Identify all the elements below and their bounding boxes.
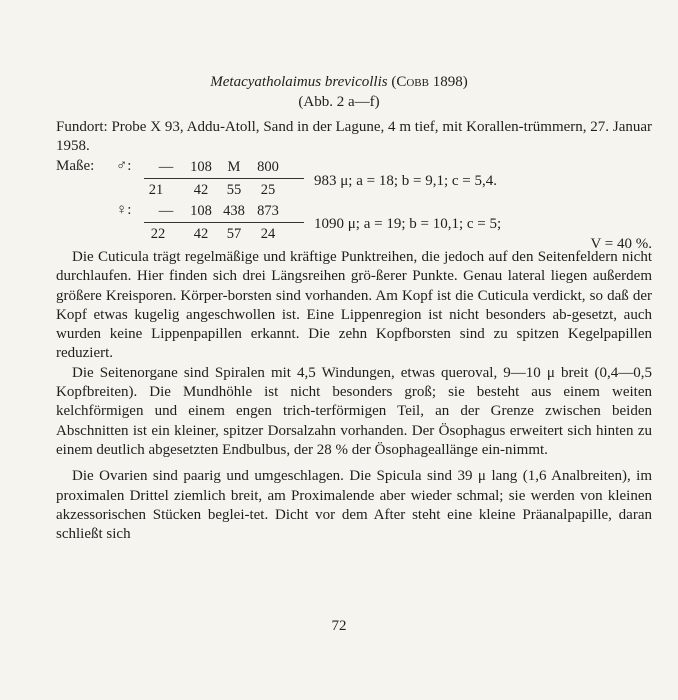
measures-label: Maße: — [56, 158, 95, 174]
paragraph-ovarien: Die Ovarien sind paarig und umgeschlagen. Die Spicula sind 39 μ lang (1,6 Analbreiten), im proximalen Drittel ziemlich breit, am Proximalende aber wieder schmal; sie werden von kleinen akzessorischen Stücken beglei-tet. Dicht vor dem After steht eine kleine Präanalpapille, daran schließt sich — [56, 468, 652, 543]
male-bottom-3: 55 — [226, 182, 242, 198]
locality-paragraph: Fundort: Probe X 93, Addu-Atoll, Sand in der Lagune, 4 m tief, mit Korallen-trümmern, 27. Januar 1958. — [56, 119, 652, 154]
species-author: (Cobb 1898) — [391, 74, 468, 90]
figure-reference: (Abb. 2 a—f) — [298, 94, 380, 110]
male-symbol: ♂: — [116, 158, 132, 174]
female-bottom-1: 22 — [150, 226, 166, 242]
female-bottom-3: 57 — [226, 226, 242, 242]
male-bottom-1: 21 — [148, 182, 164, 198]
male-top-4: 800 — [257, 159, 279, 175]
male-result: 983 μ; a = 18; b = 9,1; c = 5,4. — [314, 173, 497, 189]
species-title — [0, 73, 678, 91]
paragraph-cuticula: Die Cuticula trägt regelmäßige und kräftige Punktreihen, die jedoch auf den Seitenfeldern nicht durchlaufen. Hier finden sich drei Längsreihen grö-ßerer Punkte. Genau lateral liegen außerdem größere Kreisporen. Körper-borsten sind vorhanden. Am Kopf ist die Cuticula verdickt, so daß der Kopf etwas kugelig angeschwollen ist. Eine Lippenregion ist nicht besonders ab-gesetzt, auch wurden keine Lippenpapillen erkannt. Die zehn Kopfborsten sind zu spitzen Kegelpapillen reduziert. — [56, 249, 652, 362]
male-bottom-2: 42 — [193, 182, 209, 198]
male-top-1: — — [158, 159, 174, 175]
female-result: 1090 μ; a = 19; b = 10,1; c = 5; — [314, 216, 502, 232]
female-fraction-line — [144, 222, 304, 223]
female-top-2: 108 — [190, 203, 212, 219]
male-bottom-4: 25 — [260, 182, 276, 198]
female-top-1: — — [158, 203, 174, 219]
female-result-v: V = 40 %. — [590, 236, 652, 252]
paragraph-seitenorgane: Die Seitenorgane sind Spiralen mit 4,5 Windungen, etwas queroval, 9—10 μ breit (0,4—0,5 Kopfbreiten). Die Mundhöhle ist nicht besonders groß; sie besteht aus einem weiten kelchförmigen und einem engen trich-terförmigen Teil, an der Grenze zwischen beiden Abschnitten ist ein kleiner, spitzer Dorsalzahn vorhanden. Der Ösophagus erweitert sich hinten zu einem deutlich abgesetzten Endbulbus, der 28 % der Ösophageallänge ein-nimmt. — [56, 364, 652, 458]
male-top-3: M — [227, 159, 241, 175]
measurements-block — [56, 158, 656, 250]
female-top-4: 873 — [257, 203, 279, 219]
species-name: Metacyatholaimus brevicollis — [210, 74, 388, 90]
page-number: 72 — [331, 618, 347, 634]
female-top-3: 438 — [223, 203, 245, 219]
male-fraction-line — [144, 178, 304, 179]
male-top-2: 108 — [190, 159, 212, 175]
female-symbol: ♀: — [116, 202, 132, 218]
female-bottom-4: 24 — [260, 226, 276, 242]
female-bottom-2: 42 — [193, 226, 209, 242]
description-text — [56, 248, 652, 544]
